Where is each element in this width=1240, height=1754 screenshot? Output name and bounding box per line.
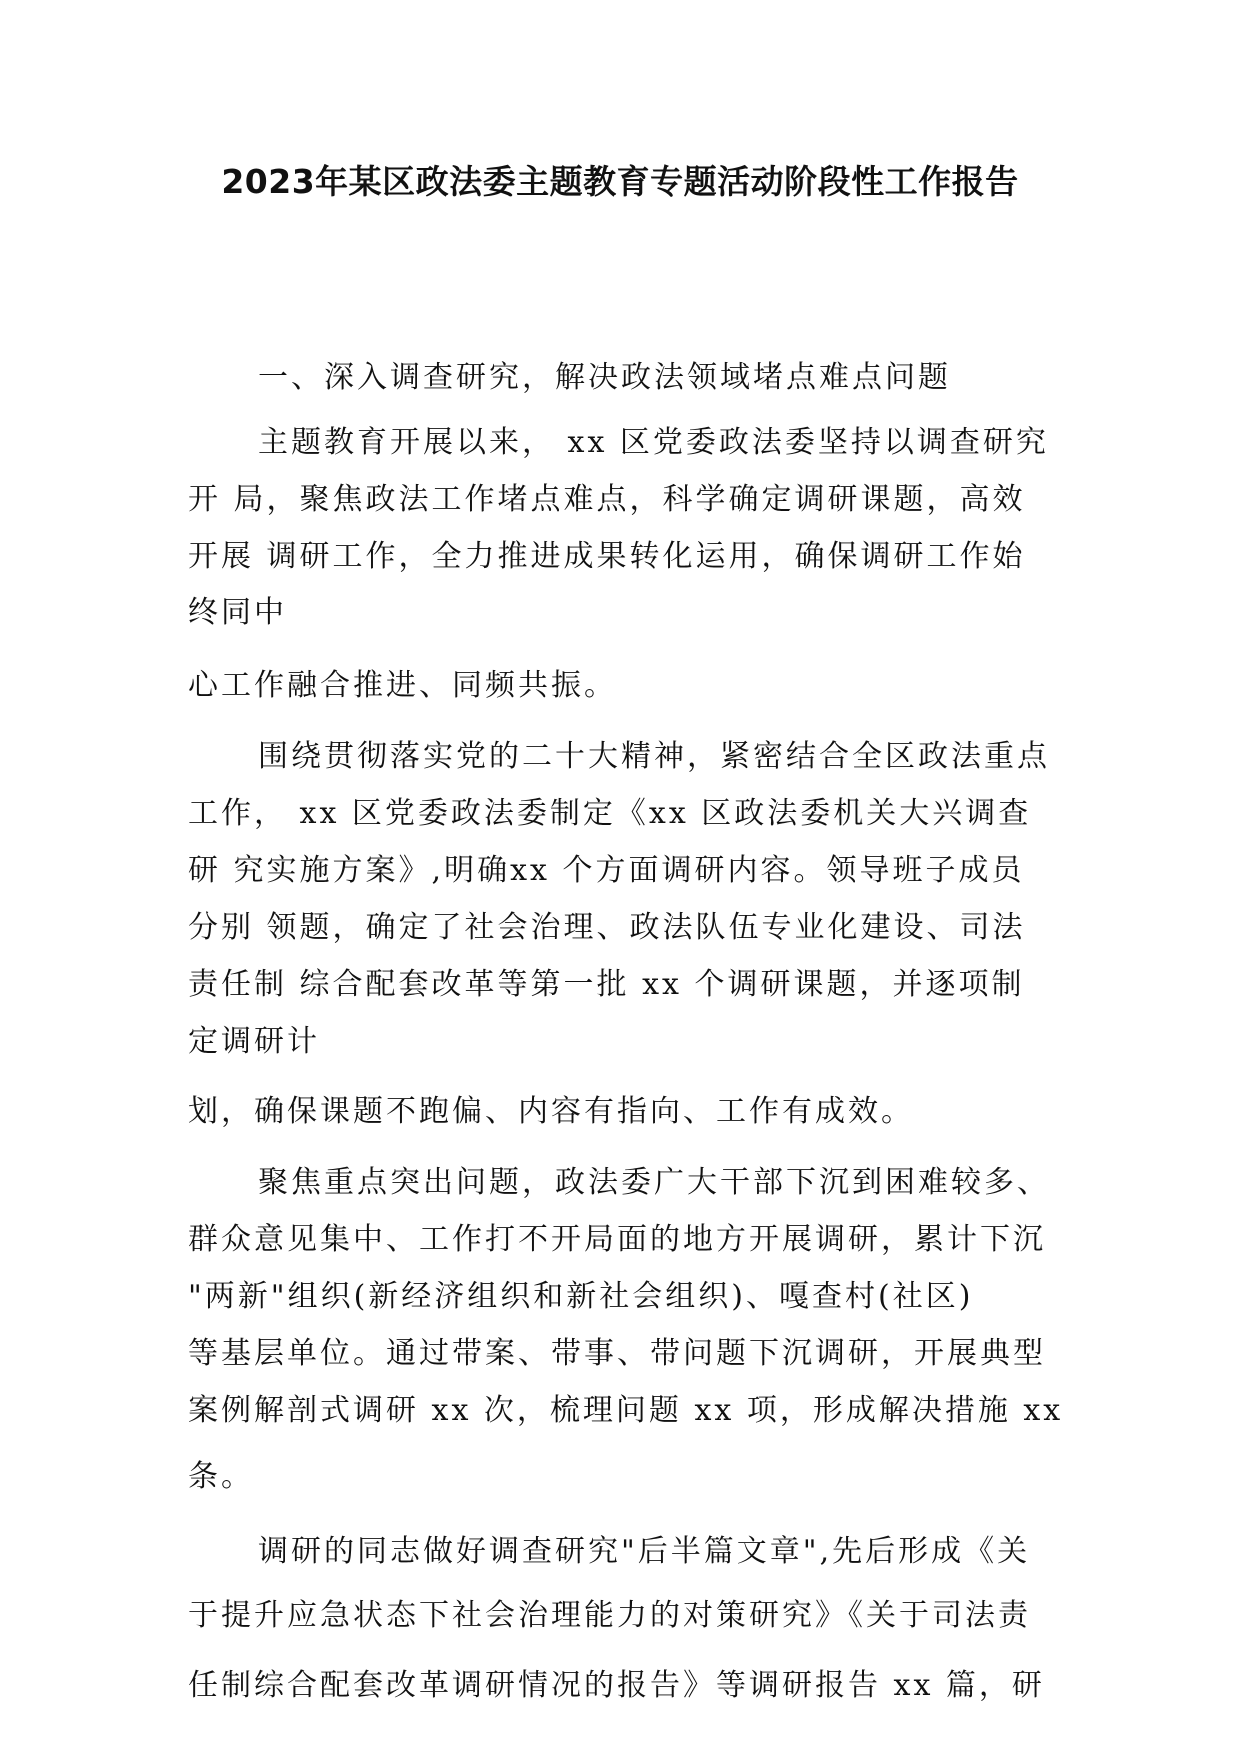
section-heading: 一、深入调查研究，解决政法领域堵点难点问题 xyxy=(258,360,951,395)
paragraph-line: 条。 xyxy=(188,1459,254,1494)
paragraph-line: 主题教育开展以来， xx 区党委政法委坚持以调查研究 xyxy=(258,425,1049,460)
paragraph-line: 开展 调研工作，全力推进成果转化运用，确保调研工作始 xyxy=(188,539,1026,574)
paragraph-line: 案例解剖式调研 xx 次，梳理问题 xx 项，形成解决措施 xx xyxy=(188,1393,1064,1428)
paragraph-line: 聚焦重点突出问题，政法委广大干部下沉到困难较多、 xyxy=(258,1165,1050,1200)
paragraph-line: 分别 领题，确定了社会治理、政法队伍专业化建设、司法 xyxy=(188,910,1026,945)
paragraph-line: 责任制 综合配套改革等第一批 xx 个调研课题，并逐项制 xyxy=(188,967,1025,1002)
paragraph-line: 研 究实施方案》,明确xx 个方面调研内容。领导班子成员 xyxy=(188,853,1025,888)
paragraph-line: 调研的同志做好调查研究"后半篇文章",先后形成《关 xyxy=(258,1534,1031,1569)
paragraph-line: 围绕贯彻落实党的二十大精神，紧密结合全区政法重点 xyxy=(258,739,1050,774)
paragraph-line: 心工作融合推进、同频共振。 xyxy=(188,668,617,703)
paragraph-line: 任制综合配套改革调研情况的报告》等调研报告 xx 篇，研 xyxy=(188,1668,1045,1703)
paragraph-line: 群众意见集中、工作打不开局面的地方开展调研，累计下沉 xyxy=(188,1222,1046,1257)
document-title: 2023年某区政法委主题教育专题活动阶段性工作报告 xyxy=(221,162,1019,201)
paragraph-line: 划，确保课题不跑偏、内容有指向、工作有成效。 xyxy=(188,1094,914,1129)
paragraph-line: 开 局，聚焦政法工作堵点难点，科学确定调研课题，高效 xyxy=(188,482,1026,517)
paragraph-line: 终同中 xyxy=(188,595,287,630)
paragraph-line: 于提升应急状态下社会治理能力的对策研究》《关于司法责 xyxy=(188,1598,1031,1633)
paragraph-line: 等基层单位。通过带案、带事、带问题下沉调研，开展典型 xyxy=(188,1336,1046,1371)
paragraph-line: 定调研计 xyxy=(188,1024,320,1059)
paragraph-line: 工作， xx 区党委政法委制定《xx 区政法委机关大兴调查 xyxy=(188,796,1032,831)
paragraph-line: "两新"组织(新经济组织和新社会组织)、嘎查村(社区) xyxy=(188,1279,974,1314)
